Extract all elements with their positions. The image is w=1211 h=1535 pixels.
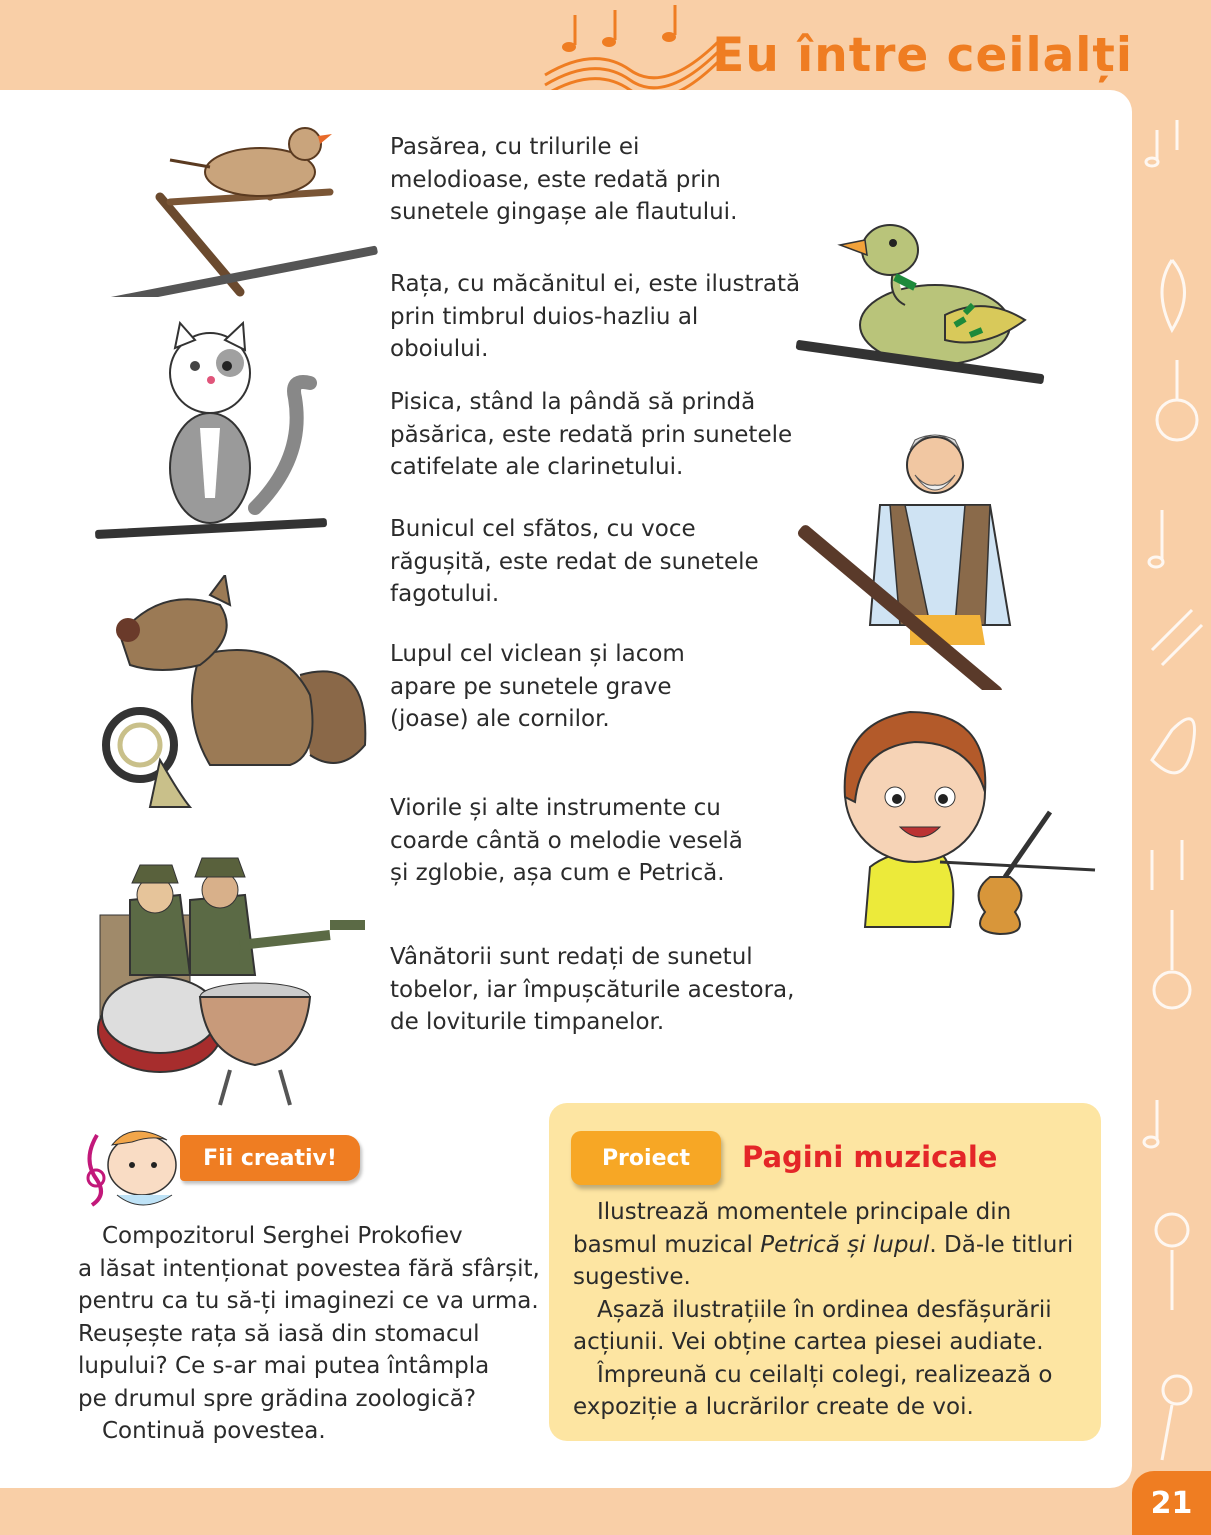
text-line: de loviturile timpanelor. — [390, 1009, 665, 1035]
text-line: oboiului. — [390, 336, 489, 362]
text-line: sunetele gingașe ale flautului. — [390, 199, 738, 225]
text-line: fagotului. — [390, 581, 500, 607]
grandpa-bassoon-illustration — [770, 425, 1030, 690]
footer-band — [0, 1488, 1211, 1535]
text-line: Așază ilustrațiile în ordinea desfășurării — [597, 1296, 1052, 1323]
text-line: Compozitorul Serghei Prokofiev — [102, 1223, 463, 1249]
text-line: Pasărea, cu trilurile ei — [390, 134, 640, 160]
text-line: Viorile și alte instrumente cu — [390, 795, 721, 821]
horn-icon — [106, 711, 190, 807]
wolf-paragraph — [390, 638, 790, 736]
drum-icon — [98, 977, 222, 1072]
text-line: apare pe sunetele grave — [390, 673, 672, 700]
text-line: pe drumul spre grădina zoologică? — [78, 1385, 477, 1412]
text-line: a lăsat intenționat povestea fără sfârșit, — [78, 1255, 540, 1282]
duck-oboe-illustration — [795, 205, 1050, 400]
text-line: lupului? Ce s-ar mai putea întâmpla — [78, 1353, 490, 1379]
text-line: coarde cântă o melodie veselă — [390, 827, 743, 854]
text-line: catifelate ale clarinetului. — [390, 454, 684, 480]
project-badge: Proiect — [571, 1131, 721, 1185]
violins-paragraph — [390, 792, 790, 890]
section-title: Eu între ceilalți — [712, 28, 1133, 83]
cat-clarinet-illustration — [95, 318, 330, 540]
text-line: și zglobie, așa cum e Petrică. — [390, 860, 725, 886]
italic-title: Petrică și lupul — [760, 1231, 930, 1258]
text-line: acțiunii. Vei obține cartea piesei audiate. — [573, 1329, 1044, 1355]
fii-creativ-banner: Fii creativ! — [180, 1135, 360, 1181]
text-line: basmul muzical Petrică și lupul. Dă-le titluri — [573, 1231, 1074, 1258]
petrica-violin-illustration — [840, 702, 1100, 940]
text-line: (joase) ale cornilor. — [390, 706, 610, 732]
text-line: sugestive. — [573, 1264, 691, 1290]
hunters-paragraph — [390, 941, 795, 1039]
music-doodles-icon — [1132, 90, 1211, 1488]
page-number: 21 — [1132, 1471, 1211, 1535]
duck-paragraph — [390, 268, 801, 366]
timpani-icon — [200, 983, 310, 1105]
treble-clef-icon — [72, 1120, 192, 1215]
text-line: Lupul cel viclean și lacom — [390, 641, 685, 667]
project-paragraph — [573, 1196, 1093, 1424]
grandpa-paragraph — [390, 513, 790, 611]
text-line: Pisica, stând la pândă să prindă — [390, 389, 756, 415]
bird-flute-illustration — [100, 122, 380, 297]
creative-paragraph — [78, 1220, 538, 1448]
text-line: Rața, cu măcănitul ei, este ilustrată — [390, 271, 801, 297]
text-line: Reușește rața să iasă din stomacul — [78, 1320, 480, 1347]
text-line: prin timbrul duios-hazliu al — [390, 303, 699, 330]
text-line: melodioase, este redată prin — [390, 166, 721, 193]
text-line: răgușită, este redat de sunetele — [390, 548, 759, 575]
text-line: pentru ca tu să-ți imaginezi ce va urma. — [78, 1288, 539, 1314]
hunters-drums-illustration — [80, 855, 375, 1110]
text-line: Continuă povestea. — [102, 1418, 326, 1444]
bird-paragraph — [390, 131, 790, 229]
text-line: păsărica, este redată prin sunetele — [390, 421, 793, 448]
text-line: tobelor, iar împușcăturile acestora, — [390, 976, 795, 1003]
text-line: Vânătorii sunt redați de sunetul — [390, 944, 753, 970]
text-line: Ilustrează momentele principale din — [597, 1199, 1012, 1225]
text-line: expoziție a lucrărilor create de voi. — [573, 1394, 974, 1420]
project-title: Pagini muzicale — [742, 1140, 998, 1174]
cat-paragraph — [390, 386, 793, 484]
text-line: Bunicul cel sfătos, cu voce — [390, 516, 696, 542]
text-line: Împreună cu ceilalți colegi, realizează o — [597, 1361, 1053, 1388]
wolf-horn-illustration — [80, 575, 375, 810]
